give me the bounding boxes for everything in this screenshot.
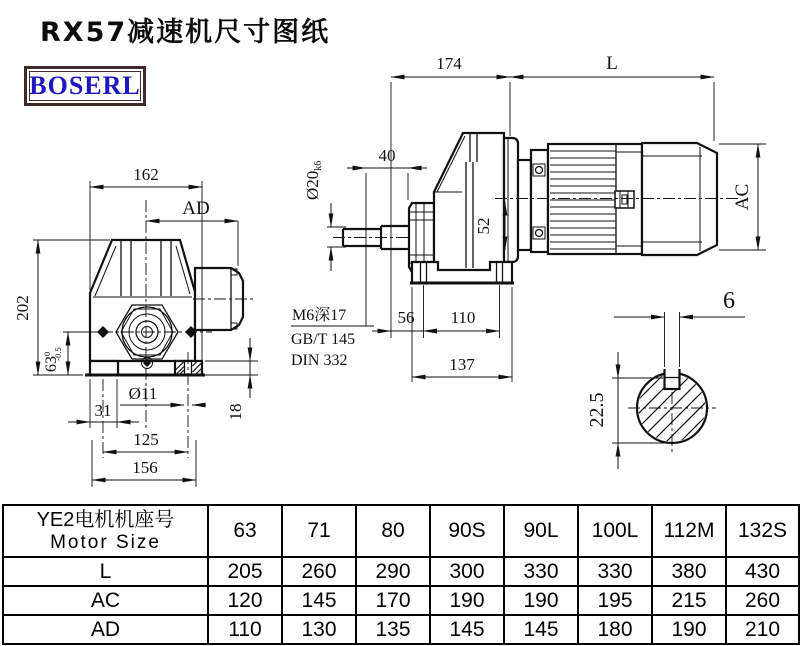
cell: 205	[208, 557, 282, 586]
cell: 210	[726, 615, 799, 644]
dim-6: 6	[723, 288, 735, 314]
table-row-AD	[3, 615, 799, 644]
dim-174: 174	[436, 54, 462, 73]
cell: 330	[578, 557, 652, 586]
cell: 135	[356, 615, 430, 644]
cell: 190	[430, 586, 504, 615]
header-en: Motor Size	[50, 531, 161, 553]
cell: 330	[504, 557, 578, 586]
dim-22-5: 22.5	[586, 392, 608, 428]
col-80: 80	[356, 505, 430, 557]
dim-63-tol: $63^0-0.5$	[42, 347, 63, 372]
col-90S: 90S	[430, 505, 504, 557]
col-112M: 112M	[652, 505, 726, 557]
col-63: 63	[208, 505, 282, 557]
page-title: RX57减速机尺寸图纸	[40, 17, 331, 48]
cell: 430	[726, 557, 799, 586]
col-132S: 132S	[726, 505, 799, 557]
shaft-section-view	[586, 288, 758, 469]
dim-31: 31	[94, 401, 112, 420]
row-label-L: L	[3, 557, 208, 586]
cell: 290	[356, 557, 430, 586]
cell: 260	[282, 557, 356, 586]
cell: 195	[578, 586, 652, 615]
cell: 130	[282, 615, 356, 644]
row-label-AD: AD	[3, 615, 208, 644]
note-din332: DIN 332	[291, 352, 348, 369]
cell: 190	[504, 586, 578, 615]
side-view	[291, 53, 766, 382]
cell: 145	[282, 586, 356, 615]
header-cn: YE2电机机座号	[36, 508, 175, 531]
cell: 380	[652, 557, 726, 586]
dim-L: L	[606, 53, 618, 74]
dim-110: 110	[450, 308, 476, 327]
cell: 180	[578, 615, 652, 644]
table-row-AC	[3, 586, 799, 615]
front-view	[13, 165, 258, 487]
cell: 260	[726, 586, 799, 615]
cell: 300	[430, 557, 504, 586]
cell: 170	[356, 586, 430, 615]
dim-52: 52	[474, 217, 493, 235]
note-m6: M6深17	[292, 307, 347, 324]
dim-AC: AC	[732, 183, 753, 211]
cell: 145	[430, 615, 504, 644]
dim-18: 18	[226, 403, 245, 421]
col-71: 71	[282, 505, 356, 557]
brand-logo: BOSERL	[24, 66, 146, 106]
cell: 145	[504, 615, 578, 644]
dim-40: 40	[378, 146, 396, 165]
dim-137: 137	[449, 355, 475, 374]
row-label-AC: AC	[3, 586, 208, 615]
cell: 120	[208, 586, 282, 615]
table-row-L	[3, 557, 799, 586]
col-90L: 90L	[504, 505, 578, 557]
motor-size-table	[2, 504, 800, 645]
table-header-row	[3, 505, 799, 557]
dim-56: 56	[397, 308, 415, 327]
dim-d20k6: Ø20k6	[303, 160, 324, 200]
dim-202: 202	[13, 295, 32, 321]
cell: 215	[652, 586, 726, 615]
cell: 190	[652, 615, 726, 644]
col-100L: 100L	[578, 505, 652, 557]
dim-162: 162	[133, 165, 159, 184]
dim-125: 125	[133, 430, 159, 449]
note-gbt145: GB/T 145	[291, 331, 356, 348]
header-motor-size	[3, 505, 208, 557]
cell: 110	[208, 615, 282, 644]
dim-156: 156	[132, 458, 158, 477]
dim-d11: Ø11	[128, 384, 158, 403]
dim-AD: AD	[182, 198, 210, 219]
